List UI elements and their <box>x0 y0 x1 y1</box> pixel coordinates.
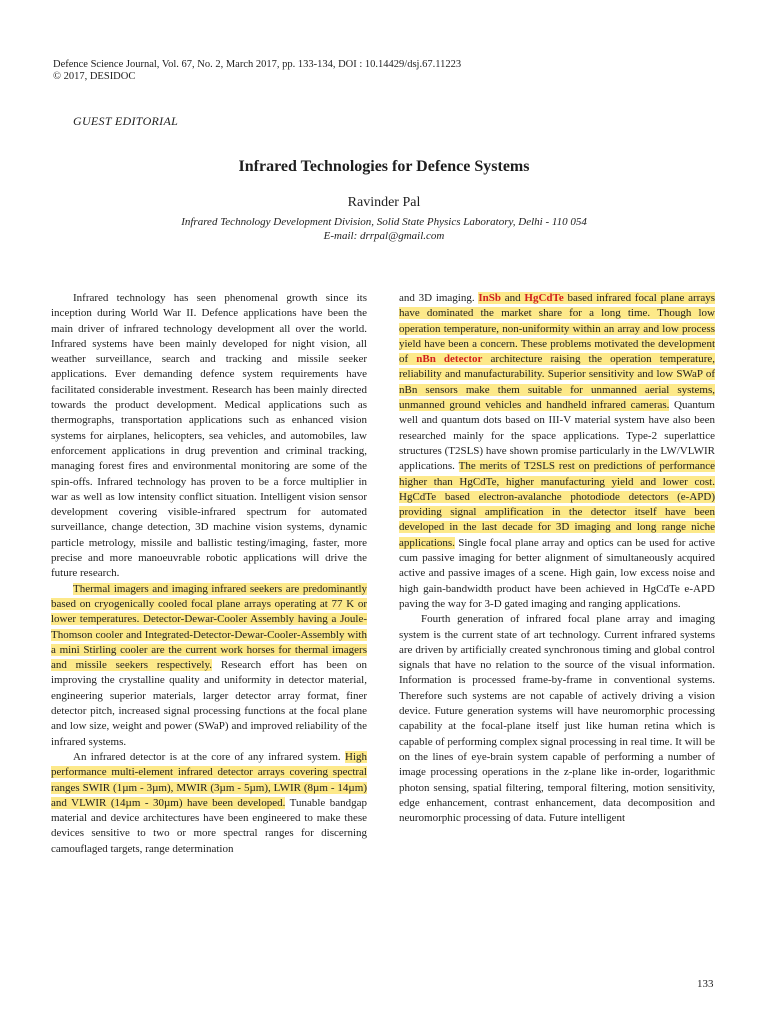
author-name: Ravinder Pal <box>347 195 421 210</box>
affiliation-line: Infrared Technology Development Division, Solid State Physics Laboratory, Delhi - 110 054 <box>181 216 587 228</box>
highlighted-text: High performance multi-element infrared detector arrays covering spectral ranges SWIR (1µm - 3µm), MWIR (3µm - 5µm), LWIR (8µm - 14µm) and VLWIR (14µm - 30µm) have been developed. <box>51 750 367 809</box>
section-label: GUEST EDITORIAL <box>73 114 179 128</box>
highlighted-text: The merits of T2SLS rest on predictions of performance higher than HgCdTe, higher manufacturing yield and lower cost. HgCdTe based electron-avalanche photodiode detectors (e-APD) providing signal amplification in the detector itself have been developed in the last decade for 3D imaging and long range niche applications. <box>399 460 715 549</box>
paragraph-text: Quantum well and quantum dots based on III-V material system have also been researched mainly for the space applications. Type-2 superlattice structures (T2SLS) have shown promise particularly in the LW/VLWIR applications. <box>399 399 715 473</box>
paragraph-1: Infrared technology has seen phenomenal growth since its inception during World War II. Defence applications have been the main driver of infrared technology development all over the world. Infrared systems have been mainly developed for night vision, all weather surveillance, search and tracking and missile seeker applications. Ever demanding defence system requirements have facilitated considerable investment. Research has been mainly directed towards the product development. Medical applications such as thermographs, transportation applications such as enhanced vision systems for airplanes, helicopters, sea vehicles, and automobiles, law enforcement applications in drug prevention and criminal tracking, managing forest fires and environmental monitoring are some of the spin-offs. Infrared technology has proven to be a force multiplier in war as well as low intensity conflict situation. Intelligent vision sensor development covering visible-infrared spectrum for automated surveillance, change detection, 3D machine vision systems, dynamic particle metrology, missile and ballistic testing/imaging, faster, more precise and more manoeuvrable robotic applications will drive the future research. <box>51 292 367 580</box>
highlight-block <box>399 292 715 411</box>
emphasis-hgcdte: HgCdTe <box>524 292 564 304</box>
email-line[interactable]: E-mail: drrpal@gmail.com <box>323 230 445 242</box>
highlighted-text: and <box>501 292 525 304</box>
journal-citation <box>53 59 461 83</box>
left-column <box>51 291 367 857</box>
paragraph-text: An infrared detector is at the core of any infrared system. <box>73 750 345 763</box>
highlighted-text: architecture raising the operation temperature, reliability and manufacturability. Superior sensitivity and low SWaP of nBn sensors make them suitable for unmanned aerial systems, unmanned ground vehicles and handheld infrared cameras. <box>399 353 715 412</box>
paragraph-text: Research effort has been on improving the crystalline quality and uniformity in detector material, engineering superior materials, larger detector array format, finer detector pitch, increased signal processing functions at the focal plane and low size, weight and power (SWaP) and improved reliability of the infrared systems. <box>51 659 367 748</box>
paragraph-text: Tunable bandgap material and device architectures have been engineered to make these devices sensitive to two or more spectral ranges for discerning camouflaged targets, range determination <box>51 796 367 855</box>
page-number: 133 <box>697 978 714 990</box>
paragraph-text: Single focal plane array and optics can be used for active cum passive imaging for better alignment of simultaneously acquired active and passive images of a scene. High gain, low excess noise and high gain-bandwidth product have been achieved in HgCdTe e-APD paving the way for 3-D gated imaging and ranging applications. <box>399 536 715 610</box>
emphasis-insb: InSb <box>478 292 502 304</box>
emphasis-nbn: nBn detector <box>416 353 483 366</box>
paragraph-3 <box>51 750 367 857</box>
paragraph-5: Fourth generation of infrared focal plane array and imaging system is the current state of art technology. Current infrared systems are driven by artificially created synchronous timing and global control signals that have no relation to the source of the visual information. Information is processed frame-by-frame in conventional systems. Therefore such systems are not capable of actively driving a vision device. Future generation systems will have neuromorphic processing capability at the focal-plane itself just like human retina which is capable of performing complex signal processing in real time. It will be on the lines of eye-brain system capable of performing a number of image processing operations in the z-plane like in-order, logarithmic photon sensing, spatial filtering, temporal filtering, motion sensitivity, edge enhancement, contrast enhancement, data decomposition and neuromorphic processing of data. Future intelligent <box>399 613 715 825</box>
paragraph-2 <box>51 582 367 750</box>
author-affiliation <box>0 215 768 243</box>
highlighted-text: Thermal imagers and imaging infrared seekers are predominantly based on cryogenically cooled focal plane arrays operating at 77 K or lower temperatures. Detector-Dewar-Cooler Assembly having a Joule-Thomson cooler and Integrated-Detector-Dewar-Cooler-Assembly with a mini Stirling cooler are the current work horses for thermal imagers and missile seekers respectively. <box>51 582 367 672</box>
copyright-line: © 2017, DESIDOC <box>53 71 136 82</box>
highlighted-text: based infrared focal plane arrays have dominated the market share for a long time. Though low operation temperature, non-uniformity within an array and low process yield have been a concern. These problems motivated the development of <box>399 292 715 366</box>
right-column <box>399 291 715 826</box>
article-title: Infrared Technologies for Defence Systems <box>238 158 530 175</box>
paragraph-text: and 3D imaging. <box>399 292 479 304</box>
citation-line: Defence Science Journal, Vol. 67, No. 2, March 2017, pp. 133-134, DOI : 10.14429/dsj.67.11223 <box>53 59 462 70</box>
paragraph-4 <box>399 291 715 612</box>
